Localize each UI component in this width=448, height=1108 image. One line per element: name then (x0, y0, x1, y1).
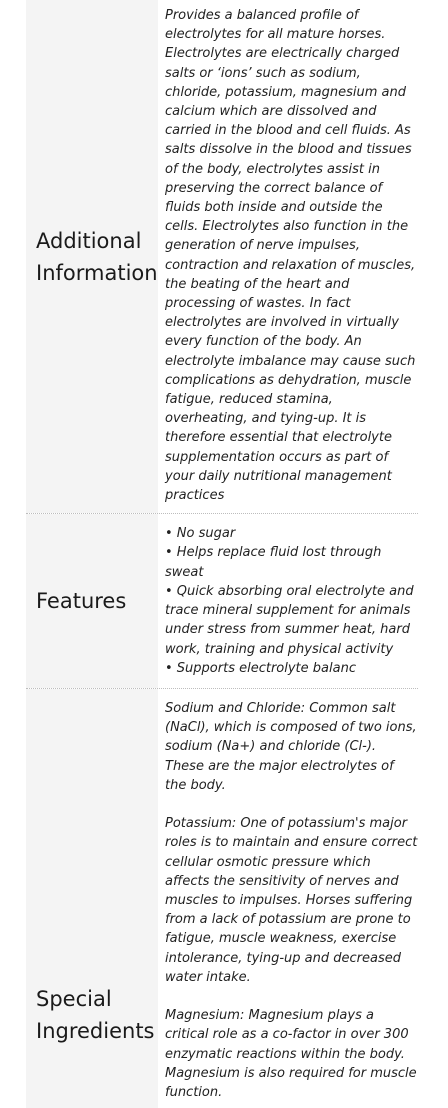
spec-label: Special Ingredients (26, 689, 158, 1108)
spec-label: Additional Information (26, 0, 158, 513)
feature-item: • Quick absorbing oral electrolyte and trace mineral supplement for animals under stress from summer heat, hard work, training and physical activity (165, 583, 414, 657)
spec-paragraph: Sodium and Chloride: Common salt (NaCl), which is composed of two ions, sodium (Na+) and chloride (Cl-). These are the major electrolytes of the body. (165, 700, 417, 793)
spec-row-features (26, 514, 418, 689)
spec-value (158, 689, 418, 1108)
spec-row-special-ingredients (26, 689, 418, 1108)
feature-item: • Helps replace fluid lost through sweat (165, 545, 382, 580)
spec-row-additional-information (26, 0, 418, 514)
spec-paragraph: Magnesium: Magnesium plays a critical role as a co-factor in over 300 enzymatic reactions within the body. Magnesium is also required for muscle function. (165, 1008, 417, 1100)
spec-label: Features (26, 514, 158, 688)
feature-item: • No sugar (165, 526, 236, 542)
spec-value (158, 0, 418, 513)
feature-item: • Supports electrolyte balanc (165, 660, 356, 676)
spec-value (158, 514, 418, 688)
spec-paragraph: Potassium: One of potassium's major roles is to maintain and ensure correct cellular osmotic pressure which affects the sensitivity of nerves and muscles to impulses. Horses suffering from a lack of potassium are prone to fatigue, muscle weakness, exercise intolerance, tying-up and decreased water intake. (165, 816, 418, 985)
product-spec-table (26, 0, 418, 1108)
spec-paragraph: Provides a balanced profile of electrolytes for all mature horses. Electrolytes are electrically charged salts or ‘ions’ such as sodium, chloride, potassium, magnesium and calcium which are dissolved and carried in the blood and cell fluids. As salts dissolve in the blood and tissues of the body, electrolytes assist in preserving the correct balance of fluids both inside and outside the cells. Electrolytes also function in the generation of nerve impulses, contraction and relaxation of muscles, the beating of the heart and processing of wastes. In fact electrolytes are involved in virtually every function of the body. An electrolyte imbalance may cause such complications as dehydration, muscle fatigue, reduced stamina, overheating, and tying-up. It is therefore essential that electrolyte supplementation occurs as part of your daily nutritional management practices (165, 8, 416, 504)
